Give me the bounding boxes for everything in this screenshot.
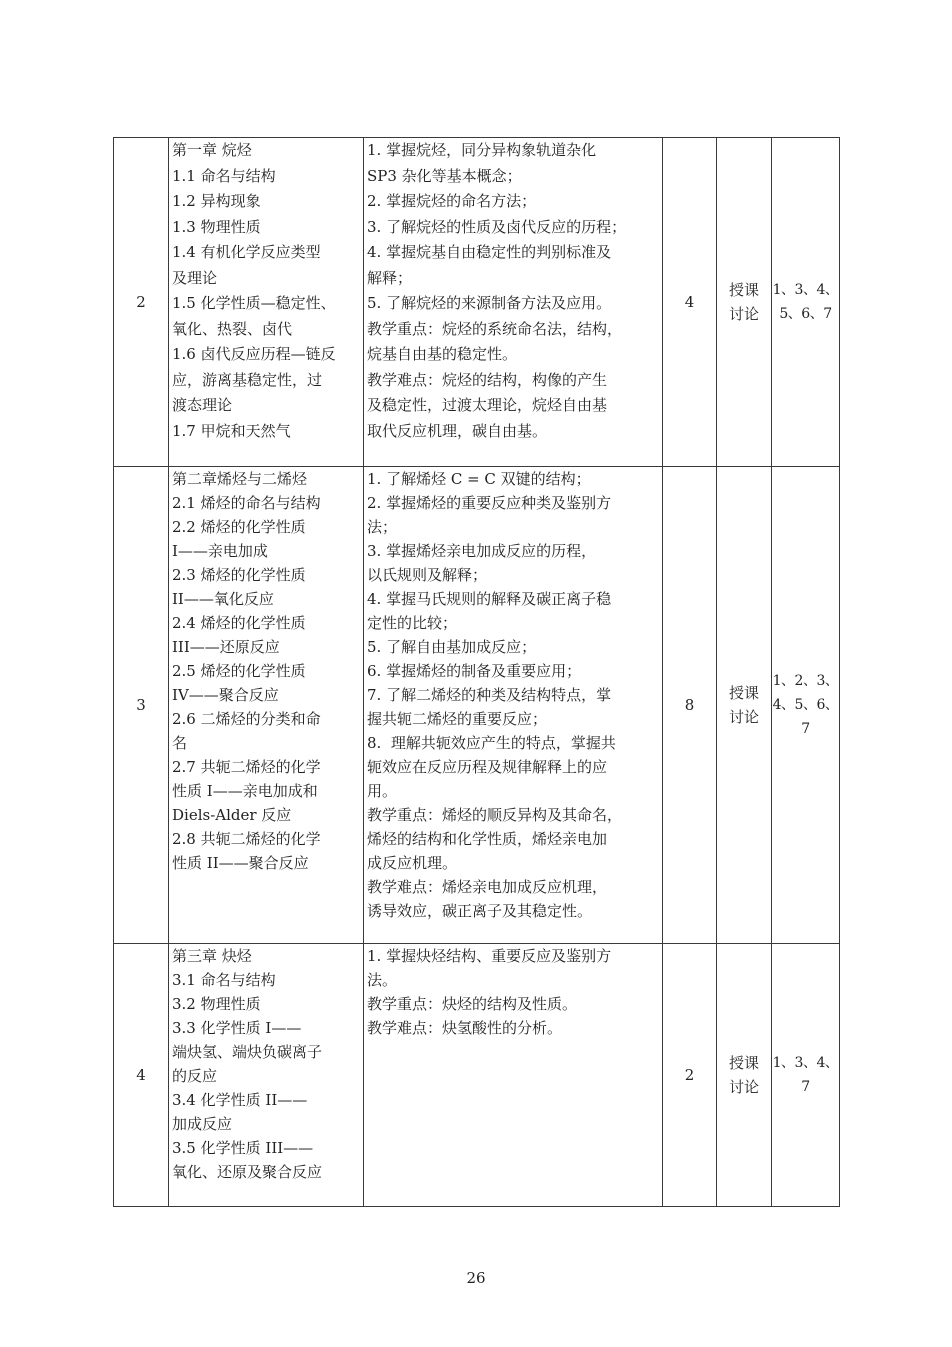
reference-line: 1、3、4、 xyxy=(772,282,839,298)
chapter-content-line: 1.5 化学性质—稳定性、 xyxy=(172,294,336,312)
chapter-content-line: III——还原反应 xyxy=(172,638,280,656)
chapter-content-line: 的反应 xyxy=(172,1067,218,1085)
table-row xyxy=(114,944,840,1207)
references-cell xyxy=(772,467,840,944)
method-line: 讨论 xyxy=(728,1078,759,1096)
chapter-number: 3 xyxy=(136,696,146,714)
objectives-line: 教学重点：烯烃的顺反异构及其命名， xyxy=(367,806,623,824)
chapter-content-line: I——亲电加成 xyxy=(172,542,268,560)
objectives-cell xyxy=(364,944,663,1207)
reference-line: 7 xyxy=(801,721,810,737)
chapter-content-line: 加成反应 xyxy=(172,1115,233,1133)
objectives-line: 用。 xyxy=(367,782,398,800)
syllabus-table xyxy=(113,137,840,1207)
objectives-line: 烷基自由基的稳定性。 xyxy=(367,345,518,363)
chapter-content-cell xyxy=(169,138,364,467)
chapter-content-line: Diels-Alder 反应 xyxy=(172,806,292,824)
chapter-number: 4 xyxy=(136,1066,146,1084)
chapter-content-line: 性质 II——聚合反应 xyxy=(172,854,309,872)
objectives-line: 及稳定性，过渡太理论，烷烃自由基 xyxy=(367,396,608,414)
chapter-content-cell xyxy=(169,467,364,944)
chapter-content-line: 1.3 物理性质 xyxy=(172,217,261,236)
chapter-content-line: 2.6 二烯烃的分类和命 xyxy=(172,710,321,728)
objectives-line: 烯烃的结构和化学性质，烯烃亲电加 xyxy=(367,830,608,848)
chapter-content-line: 3.3 化学性质 I—— xyxy=(172,1019,302,1037)
chapter-content-line: 1.7 甲烷和天然气 xyxy=(172,421,291,440)
objectives-line: 8. 理解共轭效应产生的特点，掌握共 xyxy=(367,734,616,752)
table-row xyxy=(114,138,840,467)
chapter-content-line: 第一章 烷烃 xyxy=(172,141,252,159)
objectives-line: 诱导效应，碳正离子及其稳定性。 xyxy=(367,902,593,920)
objectives-line: 2. 掌握烷烃的命名方法； xyxy=(367,192,537,210)
references-cell xyxy=(772,138,840,467)
chapter-content-line: II——氧化反应 xyxy=(172,590,274,608)
objectives-line: 轭效应在反应历程及规律解释上的应 xyxy=(367,758,608,776)
method-cell xyxy=(717,944,772,1207)
objectives-cell xyxy=(364,467,663,944)
hours-cell xyxy=(663,138,717,467)
chapter-content-line: 2.4 烯烃的化学性质 xyxy=(172,614,306,632)
chapter-content-line: 氧化、还原及聚合反应 xyxy=(172,1163,323,1181)
objectives-line: 定性的比较； xyxy=(367,614,458,632)
method-line: 讨论 xyxy=(728,708,759,726)
chapter-content-line: 应，游离基稳定性，过 xyxy=(172,370,323,389)
objectives-line: 解释； xyxy=(367,268,413,287)
hours-value: 4 xyxy=(684,293,695,311)
chapter-content-line: 2.1 烯烃的命名与结构 xyxy=(172,494,321,512)
objectives-line: 5. 了解自由基加成反应； xyxy=(367,638,537,656)
chapter-content-line: 及理论 xyxy=(172,268,218,287)
objectives-line: 6. 掌握烯烃的制备及重要应用； xyxy=(367,662,582,680)
method-line: 授课 xyxy=(728,281,759,299)
objectives-line: 1. 掌握炔烃结构、重要反应及鉴别方 xyxy=(367,947,612,965)
chapter-content-line: IV——聚合反应 xyxy=(172,686,279,704)
chapter-content-line: 3.1 命名与结构 xyxy=(172,971,276,989)
chapter-content-line: 端炔氢、端炔负碳离子 xyxy=(172,1043,323,1061)
chapter-content-line: 性质 I——亲电加成和 xyxy=(172,782,318,800)
objectives-line: 法。 xyxy=(367,971,398,989)
hours-value: 8 xyxy=(684,696,695,714)
objectives-line: 教学难点：炔氢酸性的分析。 xyxy=(367,1019,563,1037)
chapter-content-line: 3.2 物理性质 xyxy=(172,995,261,1013)
objectives-line: 握共轭二烯烃的重要反应； xyxy=(367,710,548,728)
method-cell xyxy=(717,138,772,467)
chapter-content-line: 名 xyxy=(172,734,188,752)
objectives-line: 法； xyxy=(367,518,398,536)
chapter-content-line: 1.6 卤代反应历程—链反 xyxy=(172,345,336,363)
chapter-content-line: 2.8 共轭二烯烃的化学 xyxy=(172,830,321,848)
chapter-content-line: 1.1 命名与结构 xyxy=(172,166,276,185)
objectives-line: 3. 了解烷烃的性质及卤代反应的历程； xyxy=(367,217,627,236)
objectives-line: 2. 掌握烯烃的重要反应种类及鉴别方 xyxy=(367,494,612,512)
objectives-line: SP3 杂化等基本概念； xyxy=(367,166,522,185)
chapter-content-line: 2.5 烯烃的化学性质 xyxy=(172,662,306,680)
objectives-line: 教学难点：烷烃的结构，构像的产生 xyxy=(367,370,608,389)
chapter-content-line: 渡态理论 xyxy=(172,396,233,414)
hours-cell xyxy=(663,467,717,944)
chapter-content-line: 氧化、热裂、卤代 xyxy=(172,319,293,338)
objectives-line: 4. 掌握马氏规则的解释及碳正离子稳 xyxy=(367,590,612,608)
chapter-content-line: 第二章烯烃与二烯烃 xyxy=(172,470,308,488)
chapter-content-line: 2.2 烯烃的化学性质 xyxy=(172,518,306,536)
table-row xyxy=(114,467,840,944)
objectives-line: 成反应机理。 xyxy=(367,854,458,872)
chapter-number-cell xyxy=(114,138,169,467)
reference-line: 4、5、6、 xyxy=(772,697,839,713)
reference-line: 1、3、4、 xyxy=(772,1055,839,1071)
references-cell xyxy=(772,944,840,1207)
objectives-line: 1. 掌握烷烃，同分异构象轨道杂化 xyxy=(367,141,597,159)
method-line: 讨论 xyxy=(728,305,759,323)
reference-line: 1、2、3、 xyxy=(772,673,839,689)
objectives-line: 1. 了解烯烃 C = C 双键的结构； xyxy=(367,470,591,488)
objectives-line: 7. 了解二烯烃的种类及结构特点，掌 xyxy=(367,686,612,704)
chapter-content-cell xyxy=(169,944,364,1207)
objectives-line: 以氏规则及解释； xyxy=(367,566,488,584)
objectives-line: 3. 掌握烯烃亲电加成反应的历程， xyxy=(367,542,597,560)
objectives-line: 取代反应机理，碳自由基。 xyxy=(367,421,548,440)
reference-line: 7 xyxy=(801,1079,810,1095)
chapter-number-cell xyxy=(114,944,169,1207)
chapter-content-line: 2.3 烯烃的化学性质 xyxy=(172,566,306,584)
chapter-content-line: 1.2 异构现象 xyxy=(172,192,261,210)
objectives-line: 教学重点：烷烃的系统命名法，结构， xyxy=(367,319,623,338)
objectives-line: 教学难点：烯烃亲电加成反应机理， xyxy=(367,878,608,896)
objectives-line: 4. 掌握烷基自由稳定性的判别标准及 xyxy=(367,243,612,261)
method-cell xyxy=(717,467,772,944)
chapter-number-cell xyxy=(114,467,169,944)
chapter-content-line: 2.7 共轭二烯烃的化学 xyxy=(172,758,321,776)
hours-value: 2 xyxy=(684,1066,695,1084)
chapter-content-line: 1.4 有机化学反应类型 xyxy=(172,243,321,261)
method-line: 授课 xyxy=(728,1054,759,1072)
chapter-content-line: 3.4 化学性质 II—— xyxy=(172,1091,308,1109)
objectives-cell xyxy=(364,138,663,467)
chapter-content-line: 3.5 化学性质 III—— xyxy=(172,1139,314,1157)
page-number: 26 xyxy=(466,1269,486,1287)
reference-line: 5、6、7 xyxy=(779,306,832,322)
hours-cell xyxy=(663,944,717,1207)
objectives-line: 5. 了解烷烃的来源制备方法及应用。 xyxy=(367,294,612,312)
objectives-line: 教学重点：炔烃的结构及性质。 xyxy=(367,995,578,1013)
chapter-number: 2 xyxy=(136,293,146,311)
chapter-content-line: 第三章 炔烃 xyxy=(172,947,252,965)
method-line: 授课 xyxy=(728,684,759,702)
